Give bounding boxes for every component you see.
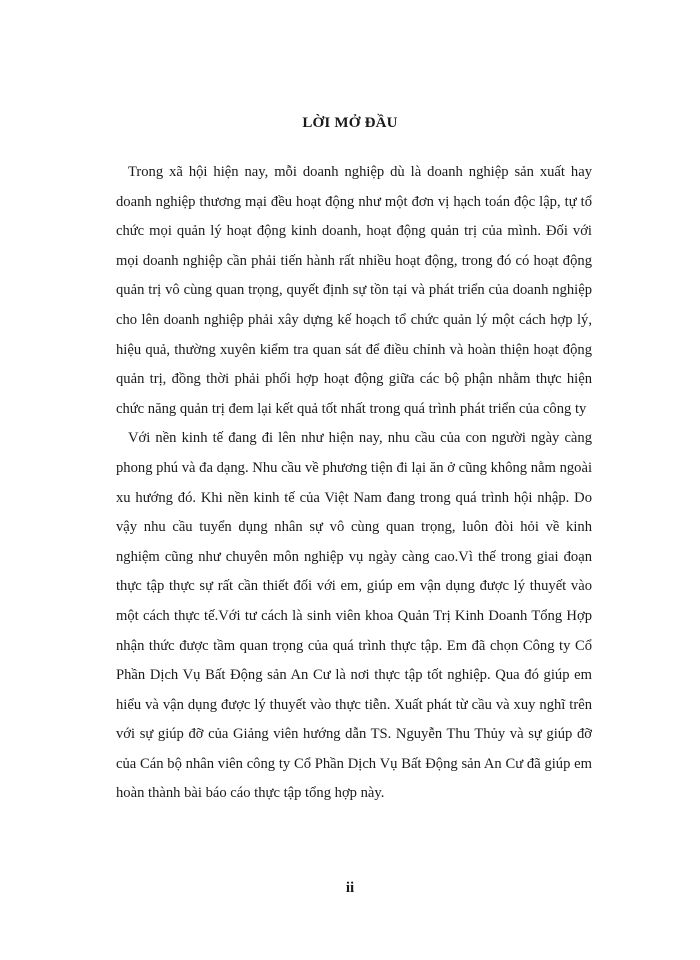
body-text bbox=[116, 158, 592, 809]
page-title: LỜI MỞ ĐẦU bbox=[302, 115, 398, 131]
paragraph-2: Với nền kinh tế đang đi lên như hiện nay, nhu cầu của con người ngày càng phong phú và đa dạng. Nhu cầu về phương tiện đi lại ăn ở cũng không nằm ngoài xu hướng đó. Khi nền kinh tế của Việt Nam đang trong quá trình hội nhập. Do vậy nhu cầu tuyển dụng nhân sự vô cùng quan trọng, luôn đòi hỏi về kinh nghiệm cũng như chuyên môn nghiệp vụ ngày càng cao.Vì thế trong giai đoạn thực tập thực sự rất cần thiết đối với em, giúp em vận dụng được lý thuyết vào một cách thực tế.Với tư cách là sinh viên khoa Quản Trị Kinh Doanh Tổng Hợp nhận thức được tầm quan trọng của quá trình thực tập. Em đã chọn Công ty Cổ Phần Dịch Vụ Bất Động sản An Cư là nơi thực tập tốt nghiệp. Qua đó giúp em hiểu và vận dụng được lý thuyết vào thực tiễn. Xuất phát từ cầu và xuy nghĩ trên với sự giúp đỡ của Giảng viên hướng dẫn TS. Nguyễn Thu Thủy và sự giúp đỡ của Cán bộ nhân viên công ty Cổ Phần Dịch Vụ Bất Động sản An Cư đã giúp em hoàn thành bài báo cáo thực tập tổng hợp này. bbox=[116, 430, 592, 802]
paragraph-1: Trong xã hội hiện nay, mỗi doanh nghiệp dù là doanh nghiệp sản xuất hay doanh nghiệp thương mại đều hoạt động như một đơn vị hạch toán độc lập, tự tổ chức mọi quản lý hoạt động kinh doanh, hoạt động quản trị của mình. Đối với mọi doanh nghiệp cần phải tiến hành rất nhiều hoạt động, trong đó có hoạt động quản trị vô cùng quan trọng, quyết định sự tồn tại và phát triển của doanh nghiệp cho lên doanh nghiệp phải xây dựng kế hoạch tổ chức quản lý một cách hợp lý, hiệu quả, thường xuyên kiểm tra quan sát để điều chỉnh và hoàn thiện hoạt động quản trị, đồng thời phải phối hợp hoạt động giữa các bộ phận nhằm thực hiện chức năng quản trị đem lại kết quả tốt nhất trong quá trình phát triển của công ty bbox=[116, 164, 592, 417]
page-number: ii bbox=[345, 880, 355, 896]
